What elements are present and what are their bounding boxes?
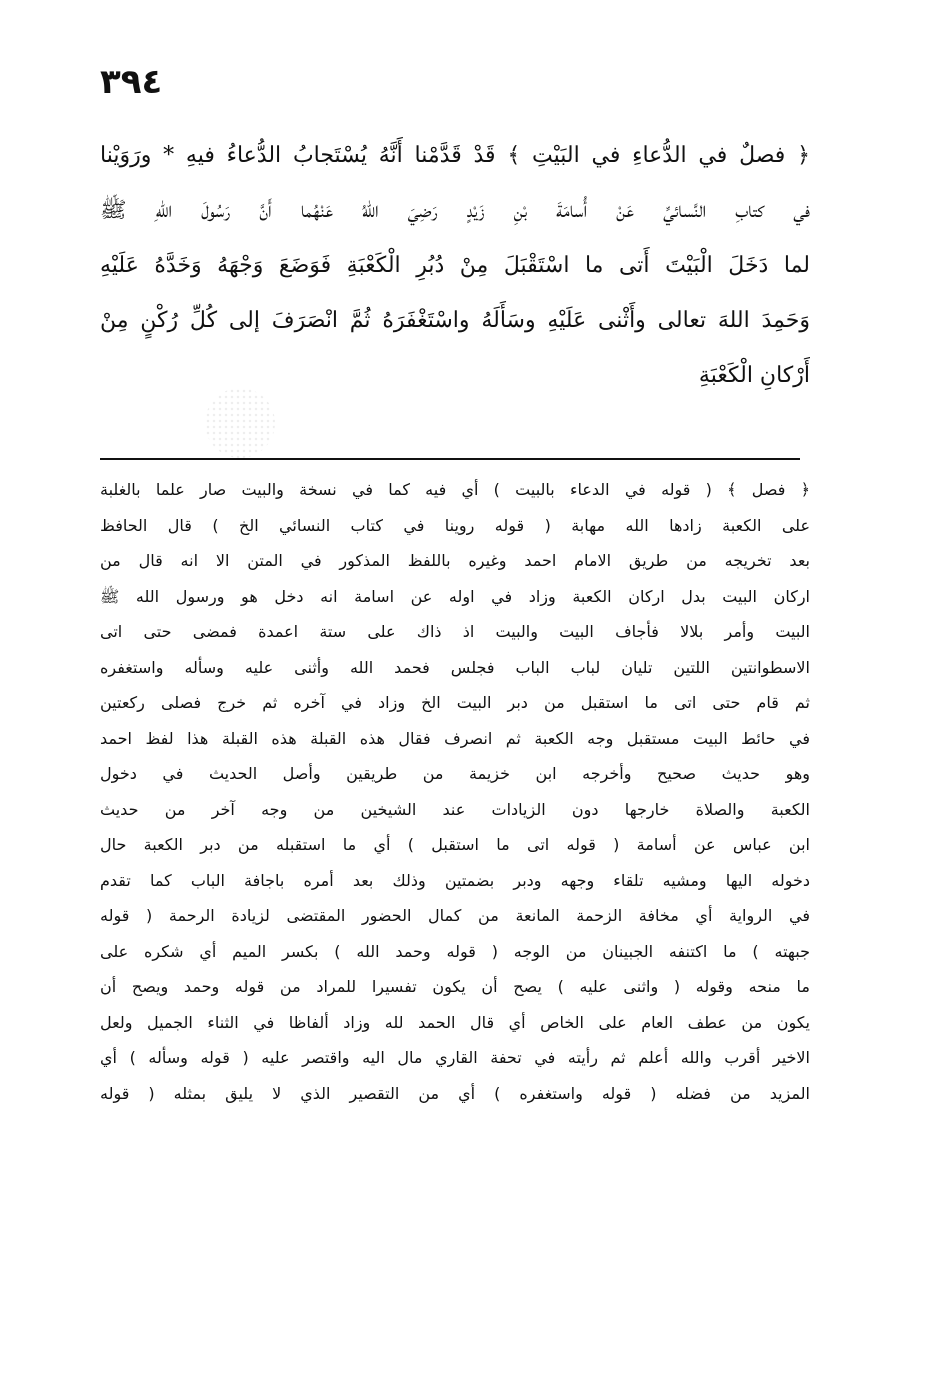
main-text-line: وَحَمِدَ اللهَ تعالى وأَثْنى عَلَيْهِ وسَأَلَهُ واسْتَغْفَرَهُ ثُمَّ انْصَرَفَ إلى كُلِّ رُكْنٍ مِنْ [100, 308, 810, 333]
commentary-line: المزيد من فضله ( قوله واستغفره ) أي من التقصير الذي لا يليق بمثله ( قوله [100, 1083, 810, 1103]
commentary-line: جبهته ) ما اكتنفه الجبينان من الوجه ( قوله وحمد الله ) بكسر الميم أي شكره على [100, 941, 810, 961]
commentary-line: ابن عباس عن أسامة ( قوله اتى ما استقبل ) أي ما استقبله من دبر الكعبة حال [100, 835, 810, 854]
commentary-line: ثم قام حتى اتى ما استقبل من دبر البيت الخ وزاد في آخره ثم خرج فصلى ركعتين [100, 693, 810, 712]
commentary-line: بعد تخريجه من طريق الامام احمد وغيره باللفظ المذكور في المتن الا انه قال من [100, 551, 810, 570]
main-text-line: لما دَخَلَ الْبَيْتَ أَتى ما اسْتَقْبَلَ مِنْ دُبُرِ الْكَعْبَةِ فَوَضَعَ وَجْهَهُ وَخَدَّهُ عَلَيْهِ [100, 253, 810, 278]
commentary-line: ﴿ فصل ﴾ ( قوله في الدعاء بالبيت ) أي فيه كما في نسخة والبيت صار علما بالغلبة [100, 480, 810, 499]
commentary-line: في حائط البيت مستقبل وجه الكعبة ثم انصرف فقال هذه القبلة هذه القبلة هذا لفظ احمد [100, 728, 810, 748]
print-smudge [205, 388, 275, 458]
commentary-line: الكعبة والصلاة خارجها دون الزيادات عند الشيخين من وجه آخر من حديث [100, 799, 810, 819]
commentary-line: يكون من عطف العام على الخاص أي قال الحمد لله وزاد ألفاظا في الثناء الجميل ولعل [100, 1012, 810, 1032]
commentary-line: وهو حديث صحيح وأخرجه ابن خزيمة من طريقين وأصل الحديث في دخول [100, 764, 810, 783]
commentary-line: ما منحه وقوله ( واثنى عليه ) يصح أن يكون تفسيرا للمراد من قوله وحمد ويصح أن [100, 977, 810, 996]
commentary-block [100, 472, 810, 1111]
main-text-line: أَرْكانِ الْكَعْبَةِ [698, 363, 810, 388]
section-divider [100, 458, 800, 460]
commentary-line: الاخير أقرب والله أعلم ثم رأيته في تحفة القاري مال اليه واقتصر عليه ( قوله وسأله ) أي [100, 1048, 810, 1067]
commentary-line: في الرواية أي مخافة الزحمة المانعة من كمال الحضور المقتضى لزيادة الرحمة ( قوله [100, 906, 810, 925]
commentary-line: دخوله اليها ومشيه تلقاء وجهه ودبر بضمتين وذلك بعد أمره باجافة الباب كما تقدم [100, 870, 810, 890]
main-text-line: ﴿ فصلٌ في الدُّعاءِ في البَيْتِ ﴾ قَدْ قَدَّمْنا أَنَّهُ يُسْتَجابُ الدُّعاءُ فيهِ * ورَوَيْنا [100, 143, 810, 168]
main-text-block [100, 128, 810, 403]
commentary-line: البيت وأمر بلالا فأجاف البيت والبيت اذ ذاك على ستة اعمدة فمضى حتى اتى [100, 622, 810, 641]
commentary-line: الاسطوانتين اللتين تليان لباب الباب فجلس فحمد الله وأثنى عليه وسأله واستغفره [100, 657, 810, 677]
main-text-line: في كتابِ النَّسائيِّ عَنْ أُسامَةَ بْنِ زَيْدٍ رَضِيَ اللهُ عَنْهُما أَنَّ رَسُولَ اللهِ ﷺ [100, 198, 810, 223]
commentary-line: على الكعبة زادها الله مهابة ( قوله روينا في كتاب النسائي الخ ) قال الحافظ [100, 515, 810, 535]
commentary-line: اركان البيت بدل اركان الكعبة وزاد في اوله عن اسامة انه دخل هو ورسول الله ﷺ [100, 586, 810, 606]
page-number: ٣٩٤ [100, 62, 163, 102]
